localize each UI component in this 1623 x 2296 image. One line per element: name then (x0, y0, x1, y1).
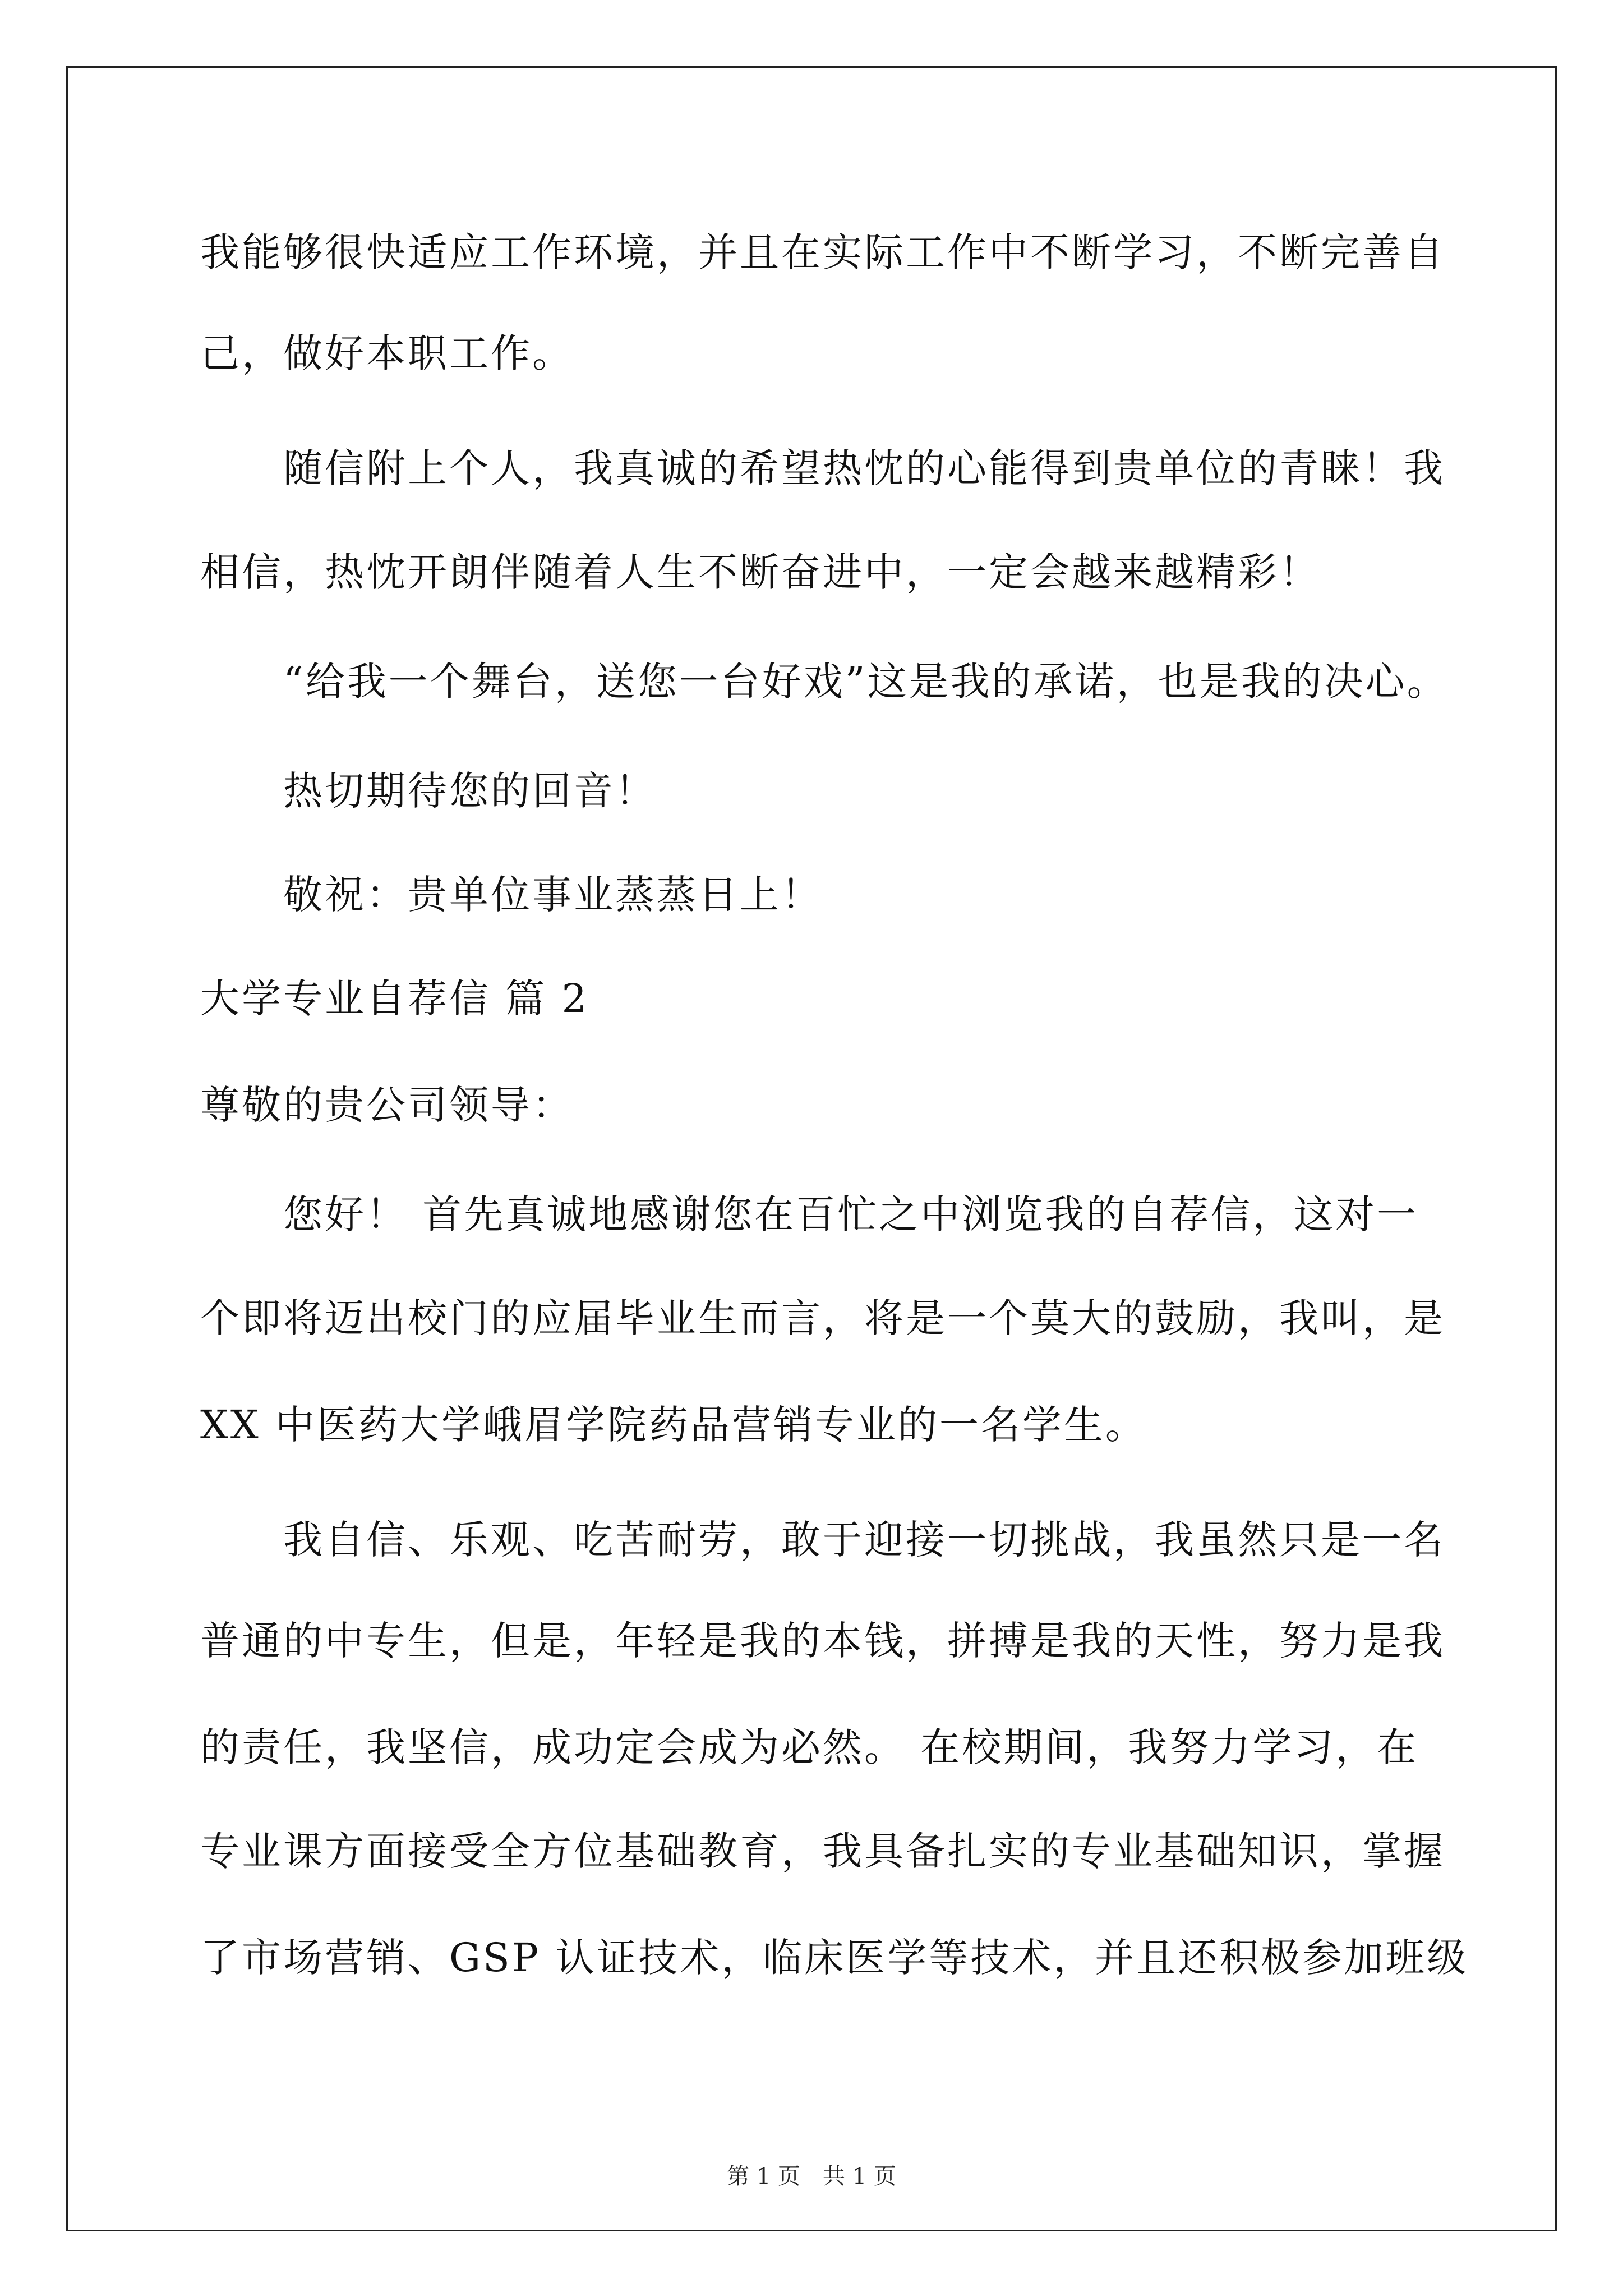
text-line: 己，做好本职工作。 (200, 330, 574, 376)
section-heading: 大学专业自荐信 篇 2 (200, 976, 589, 1022)
text-line: 的责任，我坚信，成功定会成为必然。 在校期间，我努力学习，在 (200, 1724, 1419, 1770)
text-line: 热切期待您的回音！ (283, 768, 657, 814)
page-footer (0, 2162, 1623, 2191)
text-line: 敬祝：贵单位事业蒸蒸日上！ (283, 872, 823, 918)
text-line: 了市场营销、GSP 认证技术，临床医学等技术，并且还积极参加班级 (200, 1935, 1469, 1981)
text-line: 我自信、乐观、吃苦耐劳，敢于迎接一切挑战，我虽然只是一名 (283, 1517, 1445, 1563)
page-total: 共 1 页 (823, 2164, 896, 2189)
salutation: 尊敬的贵公司领导： (200, 1082, 574, 1128)
page-number: 第 1 页 (727, 2164, 800, 2189)
text-line: XX 中医药大学峨眉学院药品营销专业的一名学生。 (200, 1402, 1147, 1448)
text-line: 您好！ 首先真诚地感谢您在百忙之中浏览我的自荐信，这对一 (283, 1191, 1419, 1237)
text-line: “给我一个舞台，送您一台好戏”这是我的承诺，也是我的决心。 (283, 659, 1449, 705)
page-border (66, 66, 1557, 2231)
text-line: 我能够很快适应工作环境，并且在实际工作中不断学习，不断完善自 (200, 229, 1445, 275)
text-line: 个即将迈出校门的应届毕业生而言，将是一个莫大的鼓励，我叫，是 (200, 1295, 1445, 1341)
text-line: 相信，热忱开朗伴随着人生不断奋进中，一定会越来越精彩！ (200, 549, 1321, 595)
text-line: 随信附上个人，我真诚的希望热忱的心能得到贵单位的青睐！我 (283, 445, 1445, 491)
text-line: 普通的中专生，但是，年轻是我的本钱，拼搏是我的天性，努力是我 (200, 1618, 1445, 1664)
text-line: 专业课方面接受全方位基础教育，我具备扎实的专业基础知识，掌握 (200, 1828, 1445, 1874)
